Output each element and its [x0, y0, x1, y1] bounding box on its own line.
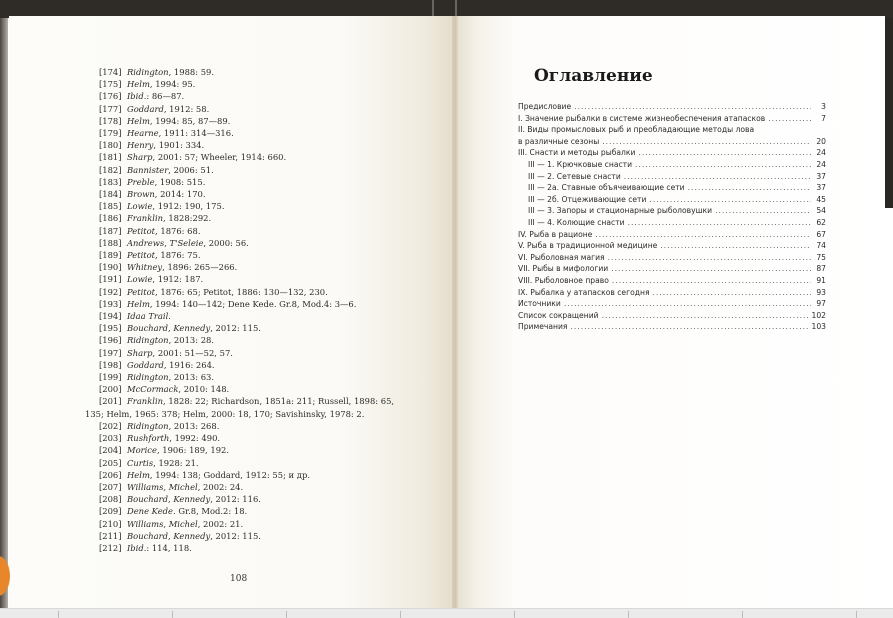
note-author: Franklin: [127, 396, 164, 407]
note-author: Ibid.: [127, 91, 147, 102]
note-item: [85, 432, 397, 444]
toc-title: Оглавление: [534, 66, 653, 86]
note-number: [203]: [99, 433, 122, 444]
toc-entry-page: 20: [816, 136, 826, 146]
toc-entry-page: 7: [821, 113, 826, 123]
toc-entry-label: II. Виды промысловых рыб и преобладающие методы лова: [518, 125, 755, 135]
note-number: [202]: [99, 420, 122, 431]
note-author: Goddard: [127, 359, 164, 370]
toc-leader-dots: [570, 321, 808, 333]
toc-leader-dots: [638, 147, 811, 159]
note-number: [208]: [99, 494, 122, 505]
toc-entry-page: 102: [811, 310, 826, 320]
note-author: Bouchard, Kennedy: [127, 323, 211, 334]
toc-entry[interactable]: [518, 147, 826, 159]
note-number: [200]: [99, 384, 122, 395]
toc-entry[interactable]: [518, 287, 826, 299]
toc-entry[interactable]: [518, 205, 826, 217]
toc-entry-label: III — 3. Запоры и стационарные рыболовушки: [528, 206, 713, 216]
note-item: [85, 237, 397, 249]
toc-entry-page: 3: [821, 102, 826, 111]
note-author: Sharp: [127, 152, 153, 163]
toc-entry-page: 67: [816, 229, 826, 239]
note-number: [194]: [99, 311, 122, 322]
toc-entry-label: Источники: [518, 299, 561, 309]
note-number: [180]: [99, 140, 122, 151]
note-item: [85, 90, 397, 102]
toc-entry-page: 62: [816, 217, 826, 227]
toc-leader-dots: [688, 182, 811, 194]
note-author: Curtis: [127, 457, 154, 468]
note-author: Lowie: [127, 274, 153, 285]
note-text: , 1828: 22; Richardson, 1851a: 211; Russell, 1898: 65,: [163, 396, 395, 407]
note-item: [85, 542, 397, 554]
note-number: [199]: [99, 372, 122, 383]
note-number: [211]: [99, 530, 122, 541]
toc-leader-dots: [611, 263, 811, 275]
page-number: 108: [230, 574, 248, 584]
note-number: [205]: [99, 457, 122, 468]
toc-entry-page: 24: [816, 159, 826, 169]
note-author: Preble: [127, 176, 155, 187]
note-number: [184]: [99, 189, 122, 200]
note-author: Lowie: [127, 201, 153, 212]
toc-entry-page: 97: [816, 299, 826, 309]
note-number: [174]: [99, 67, 122, 77]
note-text: , 1876: 75.: [155, 250, 201, 261]
toc-entry-label: III — 4. Колющие снасти: [528, 217, 625, 227]
toc-entry[interactable]: [518, 217, 826, 229]
note-number: [181]: [99, 152, 122, 163]
note-text: , 1912: 187.: [152, 274, 204, 285]
note-author: Andrews, T'Seleie: [127, 237, 204, 248]
toc-leader-dots: [653, 287, 811, 299]
note-item: [85, 78, 397, 90]
note-number: [209]: [99, 506, 122, 517]
toc-entry[interactable]: [518, 171, 826, 183]
note-item: [85, 151, 397, 163]
note-number: [175]: [99, 79, 122, 90]
note-author: Morice: [127, 445, 157, 456]
note-text: , 1992: 490.: [169, 433, 221, 444]
note-text: , 2013: 28.: [168, 335, 215, 346]
book-spine: [452, 16, 458, 608]
note-text: .: [168, 311, 171, 322]
toc-entry-label: IX. Рыбалка у атапасков сегодня: [518, 287, 650, 297]
note-number: [204]: [99, 445, 122, 456]
note-number: [197]: [99, 347, 122, 358]
note-item: [85, 212, 397, 224]
note-text: , 1994: 85, 87—89.: [149, 115, 231, 126]
note-author: Henry: [127, 140, 154, 151]
note-author: Whitney: [127, 262, 163, 273]
note-author: Petitot: [127, 225, 156, 236]
note-item: [85, 493, 397, 505]
note-author: Ibid.: [127, 542, 147, 553]
note-author: Brown: [127, 189, 155, 200]
toc-entry-page: 91: [816, 275, 826, 285]
toc-entry[interactable]: [518, 182, 826, 194]
note-number: [191]: [99, 274, 122, 285]
toc-entry[interactable]: [518, 240, 826, 252]
toc-entry-label: III — 2а. Ставные объячеивающие сети: [528, 183, 685, 193]
toc-leader-dots: [628, 217, 811, 229]
note-author: Ridington: [127, 67, 169, 77]
toc-leader-dots: [574, 101, 811, 113]
note-author: Helm: [127, 79, 150, 90]
toc-leader-dots: [649, 194, 811, 206]
toc-entry-label: Список сокращений: [518, 310, 599, 320]
note-author: Rushforth: [127, 433, 170, 444]
toc-entry[interactable]: [518, 263, 826, 275]
toc-leader-dots: [612, 275, 811, 287]
toc-entry-page: 54: [816, 206, 826, 216]
viewer-right-edge: [884, 18, 893, 208]
note-item: [85, 249, 397, 261]
note-number: [207]: [99, 481, 122, 492]
toc-entry[interactable]: [518, 310, 826, 322]
toc-entry[interactable]: [518, 136, 826, 148]
toc-entry-label: Примечания: [518, 322, 568, 332]
toc-entry-label: V. Рыба в традиционной медицине: [518, 241, 658, 251]
note-text: . Gr.8, Mod.2: 18.: [173, 506, 248, 517]
note-item: [85, 518, 397, 530]
note-number: [190]: [99, 262, 122, 273]
note-number: [187]: [99, 225, 122, 236]
toc-entry-label: I. Значение рыбалки в системе жизнеобеспечения атапасков: [518, 113, 766, 123]
note-item: [85, 505, 397, 517]
note-item: [85, 383, 397, 395]
toc-entry-label: VIII. Рыболовное право: [518, 275, 609, 285]
note-number: [186]: [99, 213, 122, 224]
toc-entry[interactable]: [518, 252, 826, 264]
toc-entry-label: III — 1. Крючковые снасти: [528, 159, 633, 169]
note-number: [195]: [99, 323, 122, 334]
note-item: [85, 200, 397, 212]
note-text: , 2002: 21.: [197, 518, 244, 529]
toc-entry-label: VI. Рыболовная магия: [518, 252, 605, 262]
note-item: [85, 225, 397, 237]
note-author: Ridington: [127, 335, 169, 346]
note-number: [192]: [99, 286, 122, 297]
toc-entry[interactable]: [518, 298, 826, 310]
note-item: [85, 481, 397, 493]
note-number: [176]: [99, 91, 122, 102]
note-item: [85, 164, 397, 176]
note-item: [85, 469, 397, 481]
toc-entry-page: 45: [816, 194, 826, 204]
note-text: , 1912: 58.: [163, 103, 210, 114]
toc-entry-page: 74: [816, 241, 826, 251]
viewer-left-edge: [0, 18, 8, 608]
note-text: , 2012: 115.: [210, 323, 261, 334]
toc-entry-label: III — 2. Сетевые снасти: [528, 171, 621, 181]
toc-entry[interactable]: [518, 194, 826, 206]
toc-entry[interactable]: [518, 321, 826, 333]
toc-entry-label: III — 2б. Отцеживающие сети: [528, 194, 647, 204]
note-text: , 1994: 95.: [149, 79, 196, 90]
note-text: , 1876: 65; Petitot, 1886: 130—132, 230.: [155, 286, 328, 297]
toc-entry-page: 37: [816, 183, 826, 193]
toc-entry-label: VII. Рыбы в мифологии: [518, 264, 609, 274]
toc-leader-dots: [624, 171, 811, 183]
toc-entry-label: IV. Рыба в рационе: [518, 229, 593, 239]
toc-entry[interactable]: [518, 101, 826, 113]
toc-entry-page: 75: [816, 252, 826, 262]
note-item: [85, 334, 397, 346]
note-item: [85, 359, 397, 371]
note-author: Williams, Michel: [127, 518, 198, 529]
note-number: [177]: [99, 103, 122, 114]
note-author: Hearne: [127, 128, 159, 139]
note-text: , 1994: 138; Goddard, 1912: 55; и др.: [149, 469, 310, 480]
notes-list: [85, 66, 397, 554]
note-text: : 86—87.: [146, 91, 185, 102]
toc-leader-dots: [715, 205, 811, 217]
note-author: Helm: [127, 115, 150, 126]
toc-entry[interactable]: [518, 159, 826, 171]
note-number: [196]: [99, 335, 122, 346]
toc-entry-page: 37: [816, 171, 826, 181]
note-text-continued: 135; Helm, 1965: 378; Helm, 2000: 18, 170; Savishinsky, 1978: 2.: [85, 408, 365, 419]
note-author: Petitot: [127, 250, 156, 261]
note-item: [85, 457, 397, 469]
note-number: [210]: [99, 518, 122, 529]
note-text: , 2012: 116.: [210, 494, 261, 505]
note-item: [85, 115, 397, 127]
note-text: , 1994: 140—142; Dene Kede. Gr.8, Mod.4: 3—6.: [149, 298, 357, 309]
toc-leader-dots: [768, 113, 811, 125]
note-author: McCormack: [127, 384, 179, 395]
note-text: , 1916: 264.: [163, 359, 215, 370]
note-author: Idaa Trail: [127, 311, 169, 322]
note-text: , 1906: 189, 192.: [156, 445, 230, 456]
note-text: , 2000: 56.: [203, 237, 249, 248]
note-number: [189]: [99, 250, 122, 261]
note-author: Williams, Michel: [127, 481, 198, 492]
note-text: , 2013: 63.: [168, 372, 215, 383]
note-text: : 114, 118.: [146, 542, 192, 553]
toc-entry[interactable]: [518, 229, 826, 241]
note-item: [85, 310, 397, 322]
toc-leader-dots: [660, 240, 811, 252]
toc-entry[interactable]: [518, 275, 826, 287]
note-text: , 2012: 115.: [210, 530, 261, 541]
note-author: Goddard: [127, 103, 164, 114]
toc-entry-page: 93: [816, 287, 826, 297]
note-author: Bouchard, Kennedy: [127, 494, 211, 505]
note-author: Petitot: [127, 286, 156, 297]
note-item: [85, 322, 397, 334]
note-text: , 2010: 148.: [178, 384, 230, 395]
note-number: [212]: [99, 542, 122, 553]
note-author: Helm: [127, 298, 150, 309]
note-text: , 2001: 51—52, 57.: [152, 347, 233, 358]
note-author: Helm: [127, 469, 150, 480]
note-text: , 1876: 68.: [155, 225, 201, 236]
note-number: [188]: [99, 237, 122, 248]
note-item: [85, 395, 397, 419]
note-text: , 1988: 59.: [168, 67, 215, 77]
note-text: , 1911: 314—316.: [158, 128, 234, 139]
note-author: Dene Kede: [127, 506, 173, 517]
note-item: [85, 188, 397, 200]
toc-entry[interactable]: [518, 124, 826, 136]
note-item: [85, 127, 397, 139]
note-text: , 1896: 265—266.: [162, 262, 238, 273]
toc-leader-dots: [635, 159, 811, 171]
note-item: [85, 176, 397, 188]
note-number: [198]: [99, 359, 122, 370]
note-author: Sharp: [127, 347, 153, 358]
toc-entry-label: III. Снасти и методы рыбалки: [518, 148, 636, 158]
note-author: Ridington: [127, 372, 169, 383]
note-text: , 2006: 51.: [168, 164, 214, 175]
toc-leader-dots: [564, 298, 811, 310]
note-item: [85, 298, 397, 310]
note-text: , 1901: 334.: [153, 140, 205, 151]
toc-leader-dots: [602, 136, 811, 148]
toc-entry-label: Предисловие: [518, 102, 572, 111]
toc-entry-page: 24: [816, 148, 826, 158]
note-author: Ridington: [127, 420, 169, 431]
note-text: , 2001: 57; Wheeler, 1914: 660.: [152, 152, 287, 163]
note-text: , 2002: 24.: [197, 481, 244, 492]
note-number: [201]: [99, 396, 122, 407]
note-item: [85, 420, 397, 432]
note-item: [85, 530, 397, 542]
note-number: [206]: [99, 469, 122, 480]
toc-leader-dots: [608, 252, 811, 264]
note-author: Bannister: [127, 164, 169, 175]
note-text: , 1928: 21.: [153, 457, 199, 468]
toc-entry-page: 87: [816, 264, 826, 274]
note-number: [183]: [99, 176, 122, 187]
note-text: , 2014: 170.: [154, 189, 206, 200]
note-item: [85, 261, 397, 273]
note-text: , 1908: 515.: [154, 176, 206, 187]
note-number: [185]: [99, 201, 122, 212]
note-author: Franklin: [127, 213, 164, 224]
note-item: [85, 286, 397, 298]
note-text: , 1912: 190, 175.: [152, 201, 225, 212]
table-of-contents: [518, 101, 826, 333]
note-number: [182]: [99, 164, 122, 175]
note-item: [85, 66, 397, 78]
note-number: [193]: [99, 298, 122, 309]
toc-entry[interactable]: [518, 113, 826, 125]
note-author: Bouchard, Kennedy: [127, 530, 211, 541]
note-item: [85, 139, 397, 151]
toc-entry-label: в различные сезоны: [518, 136, 600, 146]
note-item: [85, 371, 397, 383]
note-number: [178]: [99, 115, 122, 126]
note-text: , 1828:292.: [163, 213, 212, 224]
note-item: [85, 103, 397, 115]
note-item: [85, 273, 397, 285]
toc-leader-dots: [602, 310, 809, 322]
note-item: [85, 347, 397, 359]
note-text: , 2013: 268.: [168, 420, 220, 431]
note-item: [85, 444, 397, 456]
note-number: [179]: [99, 128, 122, 139]
toc-leader-dots: [595, 229, 811, 241]
toc-entry-page: 103: [811, 322, 826, 332]
